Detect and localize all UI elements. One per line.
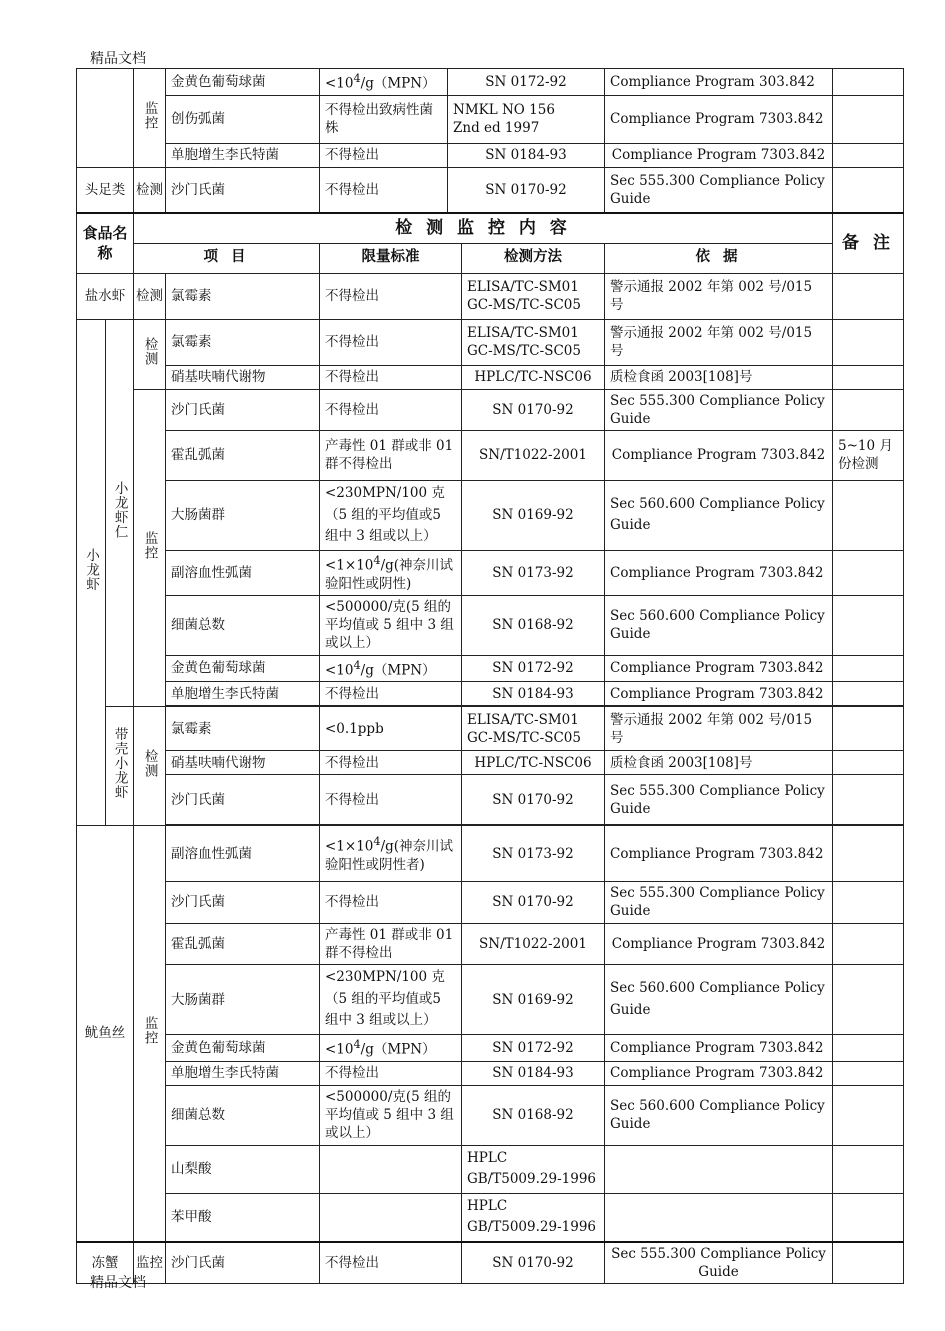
remark-cell bbox=[833, 365, 904, 389]
food-name-cell: 小龙虾 bbox=[77, 319, 106, 826]
method-cell: HPLC/TC-NSC06 bbox=[462, 751, 605, 775]
item-cell: 苯甲酸 bbox=[166, 1193, 320, 1242]
limit-cell: 不得检出 bbox=[320, 682, 462, 706]
limit-cell: 不得检出 bbox=[320, 365, 462, 389]
remark-cell bbox=[833, 751, 904, 775]
subcategory-cell: 带壳小龙虾 bbox=[106, 707, 134, 826]
method-cell: SN 0172-92 bbox=[462, 1035, 605, 1062]
basis-cell: Compliance Program 7303.842 bbox=[605, 923, 833, 964]
food-name-cell: 盐水虾 bbox=[77, 273, 134, 319]
item-cell: 单胞增生李氏特菌 bbox=[166, 682, 320, 706]
limit-cell: $<1\times 10^4/g$(神奈川试验阳性或阴性) bbox=[320, 550, 462, 595]
limit-cell: <0.1ppb bbox=[320, 707, 462, 751]
remark-cell bbox=[833, 389, 904, 430]
limit-cell: 不得检出致病性菌株 bbox=[320, 95, 448, 143]
basis-cell: Compliance Program 7303.842 bbox=[605, 682, 833, 706]
basis-cell: 警示通报 2002 年第 002 号/015 号 bbox=[605, 273, 833, 319]
item-cell: 细菌总数 bbox=[166, 595, 320, 655]
limit-cell: 不得检出 bbox=[320, 775, 462, 825]
remark-cell bbox=[833, 69, 904, 96]
method-cell: ELISA/TC-SM01 GC-MS/TC-SC05 bbox=[462, 707, 605, 751]
method-cell: HPLC GB/T5009.29-1996 bbox=[462, 1145, 605, 1193]
item-cell: 霍乱弧菌 bbox=[166, 923, 320, 964]
remark-cell bbox=[833, 167, 904, 213]
sub-label: 检测 bbox=[134, 273, 166, 319]
limit-cell: 产毒性 01 群或非 01 群不得检出 bbox=[320, 923, 462, 964]
limit-cell: <500000/克(5 组的平均值或 5 组中 3 组或以上） bbox=[320, 595, 462, 655]
basis-cell: Compliance Program 7303.842 bbox=[605, 1061, 833, 1085]
item-cell: 沙门氏菌 bbox=[166, 882, 320, 923]
method-cell: SN 0168-92 bbox=[462, 1085, 605, 1145]
header-remark: 备 注 bbox=[833, 213, 904, 273]
item-cell: 山梨酸 bbox=[166, 1145, 320, 1193]
sub-label: 监控 bbox=[134, 1242, 166, 1284]
header-limit: 限量标准 bbox=[320, 243, 462, 273]
inspection-table bbox=[76, 212, 904, 1284]
limit-cell: $<10^4/g(MPN)$ bbox=[320, 1035, 462, 1062]
header-content: 检 测 监 控 内 容 bbox=[134, 213, 833, 243]
method-cell: SN 0172-92 bbox=[462, 655, 605, 682]
item-cell: 大肠菌群 bbox=[166, 480, 320, 550]
remark-cell bbox=[833, 95, 904, 143]
sub-label: 监控 bbox=[134, 69, 166, 168]
method-cell: SN 0168-92 bbox=[462, 595, 605, 655]
item-cell: 副溶血性弧菌 bbox=[166, 550, 320, 595]
limit-cell: $<10^4/g(MPN)$ bbox=[320, 655, 462, 682]
item-cell: 创伤弧菌 bbox=[166, 95, 320, 143]
remark-cell bbox=[833, 923, 904, 964]
item-cell: 氯霉素 bbox=[166, 273, 320, 319]
remark-cell bbox=[833, 882, 904, 923]
limit-cell: 不得检出 bbox=[320, 319, 462, 365]
page-header: 精品文档 bbox=[90, 51, 146, 67]
limit-cell: $<1\times 10^4/g$(神奈川试验阳性或阴性者) bbox=[320, 826, 462, 882]
basis-cell: 警示通报 2002 年第 002 号/015 号 bbox=[605, 707, 833, 751]
method-cell: SN 0173-92 bbox=[462, 826, 605, 882]
limit-cell: 不得检出 bbox=[320, 167, 448, 213]
limit-cell: <500000/克(5 组的平均值或 5 组中 3 组或以上） bbox=[320, 1085, 462, 1145]
basis-cell: Compliance Program 7303.842 bbox=[605, 143, 833, 167]
limit-cell: 不得检出 bbox=[320, 143, 448, 167]
basis-cell: Sec 560.600 Compliance Policy Guide bbox=[605, 1085, 833, 1145]
remark-cell bbox=[833, 655, 904, 682]
sub-label: 检测 bbox=[134, 167, 166, 213]
method-cell: SN 0170-92 bbox=[462, 1242, 605, 1284]
limit-cell: 产毒性 01 群或非 01 群不得检出 bbox=[320, 430, 462, 480]
item-cell: 沙门氏菌 bbox=[166, 167, 320, 213]
method-cell: SN 0170-92 bbox=[462, 882, 605, 923]
limit-cell: 不得检出 bbox=[320, 1242, 462, 1284]
method-cell: ELISA/TC-SM01 GC-MS/TC-SC05 bbox=[462, 273, 605, 319]
basis-cell: Sec 555.300 Compliance Policy Guide bbox=[605, 389, 833, 430]
basis-cell: Compliance Program 7303.842 bbox=[605, 826, 833, 882]
limit-cell: <230MPN/100 克（5 组的平均值或5 组中 3 组或以上） bbox=[320, 480, 462, 550]
item-cell: 沙门氏菌 bbox=[166, 389, 320, 430]
header-basis: 依 据 bbox=[605, 243, 833, 273]
item-cell: 氯霉素 bbox=[166, 707, 320, 751]
method-cell: SN 0173-92 bbox=[462, 550, 605, 595]
sub-label: 检测 bbox=[134, 707, 166, 826]
method-cell: HPLC/TC-NSC06 bbox=[462, 365, 605, 389]
method-cell: SN 0170-92 bbox=[462, 389, 605, 430]
remark-cell bbox=[833, 319, 904, 365]
basis-cell: Sec 555.300 Compliance Policy Guide bbox=[605, 1242, 833, 1284]
method-cell: SN/T1022-2001 bbox=[462, 923, 605, 964]
limit-cell: 不得检出 bbox=[320, 273, 462, 319]
method-cell: SN 0169-92 bbox=[462, 965, 605, 1035]
limit-cell: 不得检出 bbox=[320, 882, 462, 923]
header-item: 项 目 bbox=[134, 243, 320, 273]
basis-cell bbox=[605, 1145, 833, 1193]
remark-cell bbox=[833, 480, 904, 550]
basis-cell: Compliance Program 7303.842 bbox=[605, 95, 833, 143]
item-cell: 硝基呋喃代谢物 bbox=[166, 751, 320, 775]
limit-cell: 不得检出 bbox=[320, 751, 462, 775]
limit-cell: $<10^4/g(MPN)$ bbox=[320, 69, 448, 96]
item-cell: 金黄色葡萄球菌 bbox=[166, 655, 320, 682]
item-cell: 沙门氏菌 bbox=[166, 1242, 320, 1284]
header-method: 检测方法 bbox=[462, 243, 605, 273]
continuation-table bbox=[76, 68, 904, 214]
remark-cell bbox=[833, 682, 904, 706]
item-cell: 细菌总数 bbox=[166, 1085, 320, 1145]
remark-cell bbox=[833, 826, 904, 882]
remark-cell bbox=[833, 1145, 904, 1193]
item-cell: 金黄色葡萄球菌 bbox=[166, 69, 320, 96]
remark-cell bbox=[833, 1061, 904, 1085]
method-cell: SN 0172-92 bbox=[448, 69, 605, 96]
basis-cell: Compliance Program 7303.842 bbox=[605, 1035, 833, 1062]
basis-cell: Sec 555.300 Compliance Policy Guide bbox=[605, 882, 833, 923]
limit-cell: 不得检出 bbox=[320, 389, 462, 430]
item-cell: 副溶血性弧菌 bbox=[166, 826, 320, 882]
remark-cell bbox=[833, 775, 904, 825]
item-cell: 硝基呋喃代谢物 bbox=[166, 365, 320, 389]
item-cell: 氯霉素 bbox=[166, 319, 320, 365]
basis-cell: 质检食函 2003[108]号 bbox=[605, 751, 833, 775]
remark-cell bbox=[833, 273, 904, 319]
remark-cell bbox=[833, 550, 904, 595]
item-cell: 霍乱弧菌 bbox=[166, 430, 320, 480]
method-cell: SN 0184-93 bbox=[462, 682, 605, 706]
method-cell: ELISA/TC-SM01 GC-MS/TC-SC05 bbox=[462, 319, 605, 365]
basis-cell: Sec 555.300 Compliance Policy Guide bbox=[605, 167, 833, 213]
basis-cell: Sec 555.300 Compliance Policy Guide bbox=[605, 775, 833, 825]
item-cell: 单胞增生李氏特菌 bbox=[166, 1061, 320, 1085]
sub-label: 监控 bbox=[134, 389, 166, 707]
remark-cell bbox=[833, 1085, 904, 1145]
item-cell: 沙门氏菌 bbox=[166, 775, 320, 825]
basis-cell: Sec 560.600 Compliance Policy Guide bbox=[605, 965, 833, 1035]
remark-cell bbox=[833, 1193, 904, 1242]
food-name-cell: 头足类 bbox=[77, 167, 134, 213]
basis-cell: Sec 560.600 Compliance Policy Guide bbox=[605, 480, 833, 550]
remark-cell bbox=[833, 707, 904, 751]
basis-cell: 质检食函 2003[108]号 bbox=[605, 365, 833, 389]
subcategory-cell: 小龙虾仁 bbox=[106, 319, 134, 707]
remark-cell: 5~10 月份检测 bbox=[833, 430, 904, 480]
limit-cell bbox=[320, 1193, 462, 1242]
item-cell: 金黄色葡萄球菌 bbox=[166, 1035, 320, 1062]
item-cell: 大肠菌群 bbox=[166, 965, 320, 1035]
method-cell: HPLC GB/T5009.29-1996 bbox=[462, 1193, 605, 1242]
method-cell: SN/T1022-2001 bbox=[462, 430, 605, 480]
basis-cell: Compliance Program 7303.842 bbox=[605, 655, 833, 682]
method-cell: NMKL NO 156 Znd ed 1997 bbox=[448, 95, 605, 143]
food-name-cell: 鱿鱼丝 bbox=[77, 826, 134, 1242]
remark-cell bbox=[833, 1035, 904, 1062]
sub-label: 监控 bbox=[134, 826, 166, 1242]
method-cell: SN 0169-92 bbox=[462, 480, 605, 550]
remark-cell bbox=[833, 143, 904, 167]
basis-cell: 警示通报 2002 年第 002 号/015 号 bbox=[605, 319, 833, 365]
item-cell: 单胞增生李氏特菌 bbox=[166, 143, 320, 167]
food-name-cell bbox=[77, 69, 134, 168]
page-footer: 精品文档 bbox=[90, 1275, 146, 1291]
remark-cell bbox=[833, 1242, 904, 1284]
basis-cell: Compliance Program 7303.842 bbox=[605, 550, 833, 595]
food-name-cell: 冻蟹 bbox=[77, 1242, 134, 1284]
method-cell: SN 0184-93 bbox=[448, 143, 605, 167]
basis-cell: Compliance Program 7303.842 bbox=[605, 430, 833, 480]
basis-cell bbox=[605, 1193, 833, 1242]
sub-label: 检测 bbox=[134, 319, 166, 389]
limit-cell: 不得检出 bbox=[320, 1061, 462, 1085]
limit-cell: <230MPN/100 克（5 组的平均值或5 组中 3 组或以上） bbox=[320, 965, 462, 1035]
remark-cell bbox=[833, 965, 904, 1035]
limit-cell bbox=[320, 1145, 462, 1193]
basis-cell: Sec 560.600 Compliance Policy Guide bbox=[605, 595, 833, 655]
remark-cell bbox=[833, 595, 904, 655]
method-cell: SN 0184-93 bbox=[462, 1061, 605, 1085]
method-cell: SN 0170-92 bbox=[448, 167, 605, 213]
header-food-name: 食品名称 bbox=[77, 213, 134, 273]
basis-cell: Compliance Program 303.842 bbox=[605, 69, 833, 96]
method-cell: SN 0170-92 bbox=[462, 775, 605, 825]
